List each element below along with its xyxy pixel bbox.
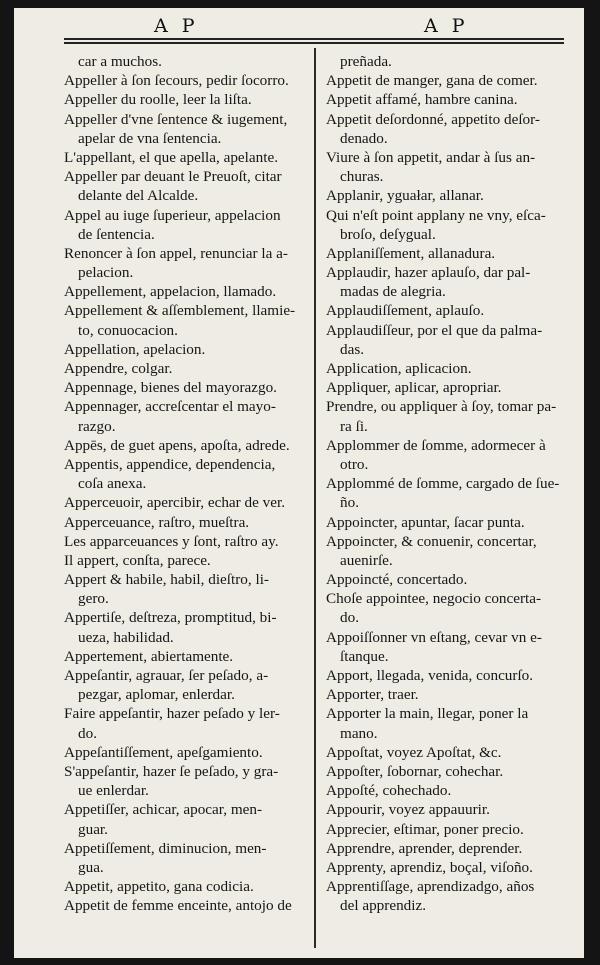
dictionary-line: Application, aplicacion. bbox=[326, 360, 472, 377]
dictionary-line: Appourir, voyez appauurir. bbox=[326, 801, 490, 819]
left-column bbox=[64, 52, 304, 915]
dictionary-line: Applaudiſſeur, por el que da palma- bbox=[326, 321, 543, 339]
dictionary-line: ue enlerdar. bbox=[78, 782, 149, 800]
dictionary-line: del apprendiz. bbox=[340, 897, 427, 915]
dictionary-line: Apporter la main, llegar, poner la bbox=[326, 705, 529, 723]
dictionary-line: Les apparceuances y ſont, raſtro ay. bbox=[64, 532, 279, 550]
dictionary-line: Appoſtat, voyez Apoſtat, &c. bbox=[326, 743, 502, 761]
dictionary-line: madas de alegria. bbox=[340, 283, 446, 301]
dictionary-line: churas. bbox=[340, 168, 384, 186]
column-divider bbox=[314, 48, 316, 948]
dictionary-line: razgo. bbox=[78, 417, 116, 435]
dictionary-line: das. bbox=[340, 340, 365, 358]
dictionary-line: Apperceuance, raſtro, mueſtra. bbox=[64, 513, 250, 531]
dictionary-line: pelacion. bbox=[78, 264, 134, 282]
dictionary-line: Apperceuoir, apercibir, echar de ver. bbox=[64, 494, 285, 512]
dictionary-line: gua. bbox=[78, 858, 104, 876]
dictionary-line: to, conuocacion. bbox=[78, 321, 178, 339]
dictionary-line: Il appert, conſta, parece. bbox=[64, 551, 211, 569]
dictionary-line: Applaudir, hazer aplauſo, dar pal- bbox=[326, 264, 531, 282]
dictionary-line: Appetit affamé, hambre canina. bbox=[326, 91, 518, 109]
dictionary-line: S'appeſantir, hazer ſe peſado, y gra- bbox=[64, 762, 279, 780]
dictionary-line: ueza, habilidad. bbox=[78, 628, 174, 646]
dictionary-line: car a muchos. bbox=[78, 53, 162, 70]
right-column bbox=[326, 52, 566, 915]
dictionary-line: Appel au iuge ſuperieur, appelacion bbox=[64, 206, 281, 224]
dictionary-line: do. bbox=[78, 724, 97, 742]
dictionary-line: Applommer de ſomme, adormecer à bbox=[326, 436, 546, 454]
dictionary-line: Applaudiſſement, aplauſo. bbox=[326, 302, 485, 320]
running-head-left: A P bbox=[154, 15, 199, 37]
dictionary-line: Applaniſſement, allanadura. bbox=[326, 244, 496, 262]
dictionary-line: L'appellant, el que apella, apelante. bbox=[64, 148, 278, 166]
running-head-right: A P bbox=[424, 15, 469, 37]
dictionary-line: Appetit de manger, gana de comer. bbox=[326, 72, 538, 90]
dictionary-line: Prendre, ou appliquer à ſoy, tomar pa- bbox=[326, 398, 557, 416]
dictionary-line: Appertiſe, deſtreza, promptitud, bi- bbox=[64, 609, 277, 627]
dictionary-line: apelar de vna ſentencia. bbox=[78, 129, 222, 147]
dictionary-line: Appeller par deuant le Preuoſt, citar bbox=[64, 168, 282, 186]
dictionary-line: Applanir, yguałar, allanar. bbox=[326, 187, 484, 205]
dictionary-line: Appetit deſordonné, appetito deſor- bbox=[326, 110, 540, 128]
dictionary-line: Viure à ſon appetit, andar à ſus an- bbox=[326, 148, 536, 166]
dictionary-line: mano. bbox=[340, 724, 378, 742]
dictionary-line: auenirſe. bbox=[340, 551, 393, 569]
dictionary-line: Apprecier, eſtimar, poner precio. bbox=[326, 820, 524, 838]
dictionary-line: Apporter, traer. bbox=[326, 686, 419, 704]
dictionary-line: Appeller à ſon ſecours, pedir ſocorro. bbox=[64, 72, 289, 90]
dictionary-line: Appennager, accreſcentar el mayo- bbox=[64, 398, 276, 416]
dictionary-line: Appendre, colgar. bbox=[64, 360, 173, 377]
dictionary-line: de ſentencia. bbox=[78, 225, 155, 243]
dictionary-line: Appēs, de guet apens, apoſta, adrede. bbox=[64, 436, 290, 454]
dictionary-line: Apprendre, aprender, deprender. bbox=[326, 839, 523, 857]
dictionary-line: Appellement, appelacion, llamado. bbox=[64, 283, 277, 301]
dictionary-line: Appetiſſer, achicar, apocar, men- bbox=[64, 801, 263, 819]
dictionary-line: ño. bbox=[340, 494, 359, 512]
dictionary-line: Appeſantiſſement, apeſgamiento. bbox=[64, 743, 263, 761]
dictionary-line: delante del Alcalde. bbox=[78, 187, 199, 205]
dictionary-line: Apprentiſſage, aprendizadgo, años bbox=[326, 878, 535, 896]
dictionary-line: do. bbox=[340, 609, 359, 627]
dictionary-line: preñada. bbox=[340, 53, 392, 70]
dictionary-line: Qui n'eſt point applany ne vny, eſca- bbox=[326, 206, 546, 224]
dictionary-line: Renoncer à ſon appel, renunciar la a- bbox=[64, 244, 288, 262]
dictionary-line: Faire appeſantir, hazer peſado y ler- bbox=[64, 705, 280, 723]
dictionary-line: Appennage, bienes del mayorazgo. bbox=[64, 379, 277, 397]
dictionary-line: ra ſi. bbox=[340, 417, 368, 435]
dictionary-line: Appentis, appendice, dependencia, bbox=[64, 455, 276, 473]
dictionary-line: Appoſter, ſobornar, cohechar. bbox=[326, 762, 504, 780]
dictionary-line: otro. bbox=[340, 455, 369, 473]
dictionary-line: guar. bbox=[78, 820, 108, 838]
dictionary-line: Appeller d'vne ſentence & iugement, bbox=[64, 110, 288, 128]
dictionary-line: Appellement & aſſemblement, llamie- bbox=[64, 302, 296, 320]
dictionary-line: Appoincter, apuntar, ſacar punta. bbox=[326, 513, 525, 531]
dictionary-line: Appetit de femme enceinte, antojo de bbox=[64, 897, 292, 915]
book-page bbox=[14, 8, 584, 958]
dictionary-line: Apprenty, aprendiz, boçal, viſoño. bbox=[326, 858, 533, 876]
dictionary-line: Appetiſſement, diminucion, men- bbox=[64, 839, 267, 857]
dictionary-line: pezgar, aplomar, enlerdar. bbox=[78, 686, 235, 704]
header-rule-top bbox=[64, 38, 564, 40]
dictionary-line: Appertement, abiertamente. bbox=[64, 647, 234, 665]
dictionary-line: Appoincter, & conuenir, concertar, bbox=[326, 532, 537, 550]
dictionary-line: Appoſté, cohechado. bbox=[326, 782, 452, 800]
dictionary-line: Appliquer, aplicar, apropriar. bbox=[326, 379, 502, 397]
header-rule-bottom bbox=[64, 42, 564, 44]
dictionary-line: Appellation, apelacion. bbox=[64, 340, 206, 358]
dictionary-line: Choſe appointee, negocio concerta- bbox=[326, 590, 542, 608]
dictionary-line: ſtanque. bbox=[340, 647, 389, 665]
dictionary-line: Applommé de ſomme, cargado de ſue- bbox=[326, 475, 560, 493]
dictionary-line: Appeller du roolle, leer la liſta. bbox=[64, 91, 252, 109]
dictionary-line: broſo, deſygual. bbox=[340, 225, 436, 243]
dictionary-line: Appoiſſonner vn eſtang, cevar vn e- bbox=[326, 628, 542, 646]
dictionary-line: Appoincté, concertado. bbox=[326, 571, 468, 589]
dictionary-line: Appeſantir, agrauar, ſer peſado, a- bbox=[64, 667, 269, 684]
dictionary-line: Appert & habile, habil, dieſtro, li- bbox=[64, 571, 269, 589]
dictionary-line: Apport, llegada, venida, concurſo. bbox=[326, 667, 534, 684]
dictionary-line: denado. bbox=[340, 129, 388, 147]
dictionary-line: coſa anexa. bbox=[78, 475, 147, 493]
dictionary-line: gero. bbox=[78, 590, 109, 608]
dictionary-line: Appetit, appetito, gana codicia. bbox=[64, 878, 254, 896]
